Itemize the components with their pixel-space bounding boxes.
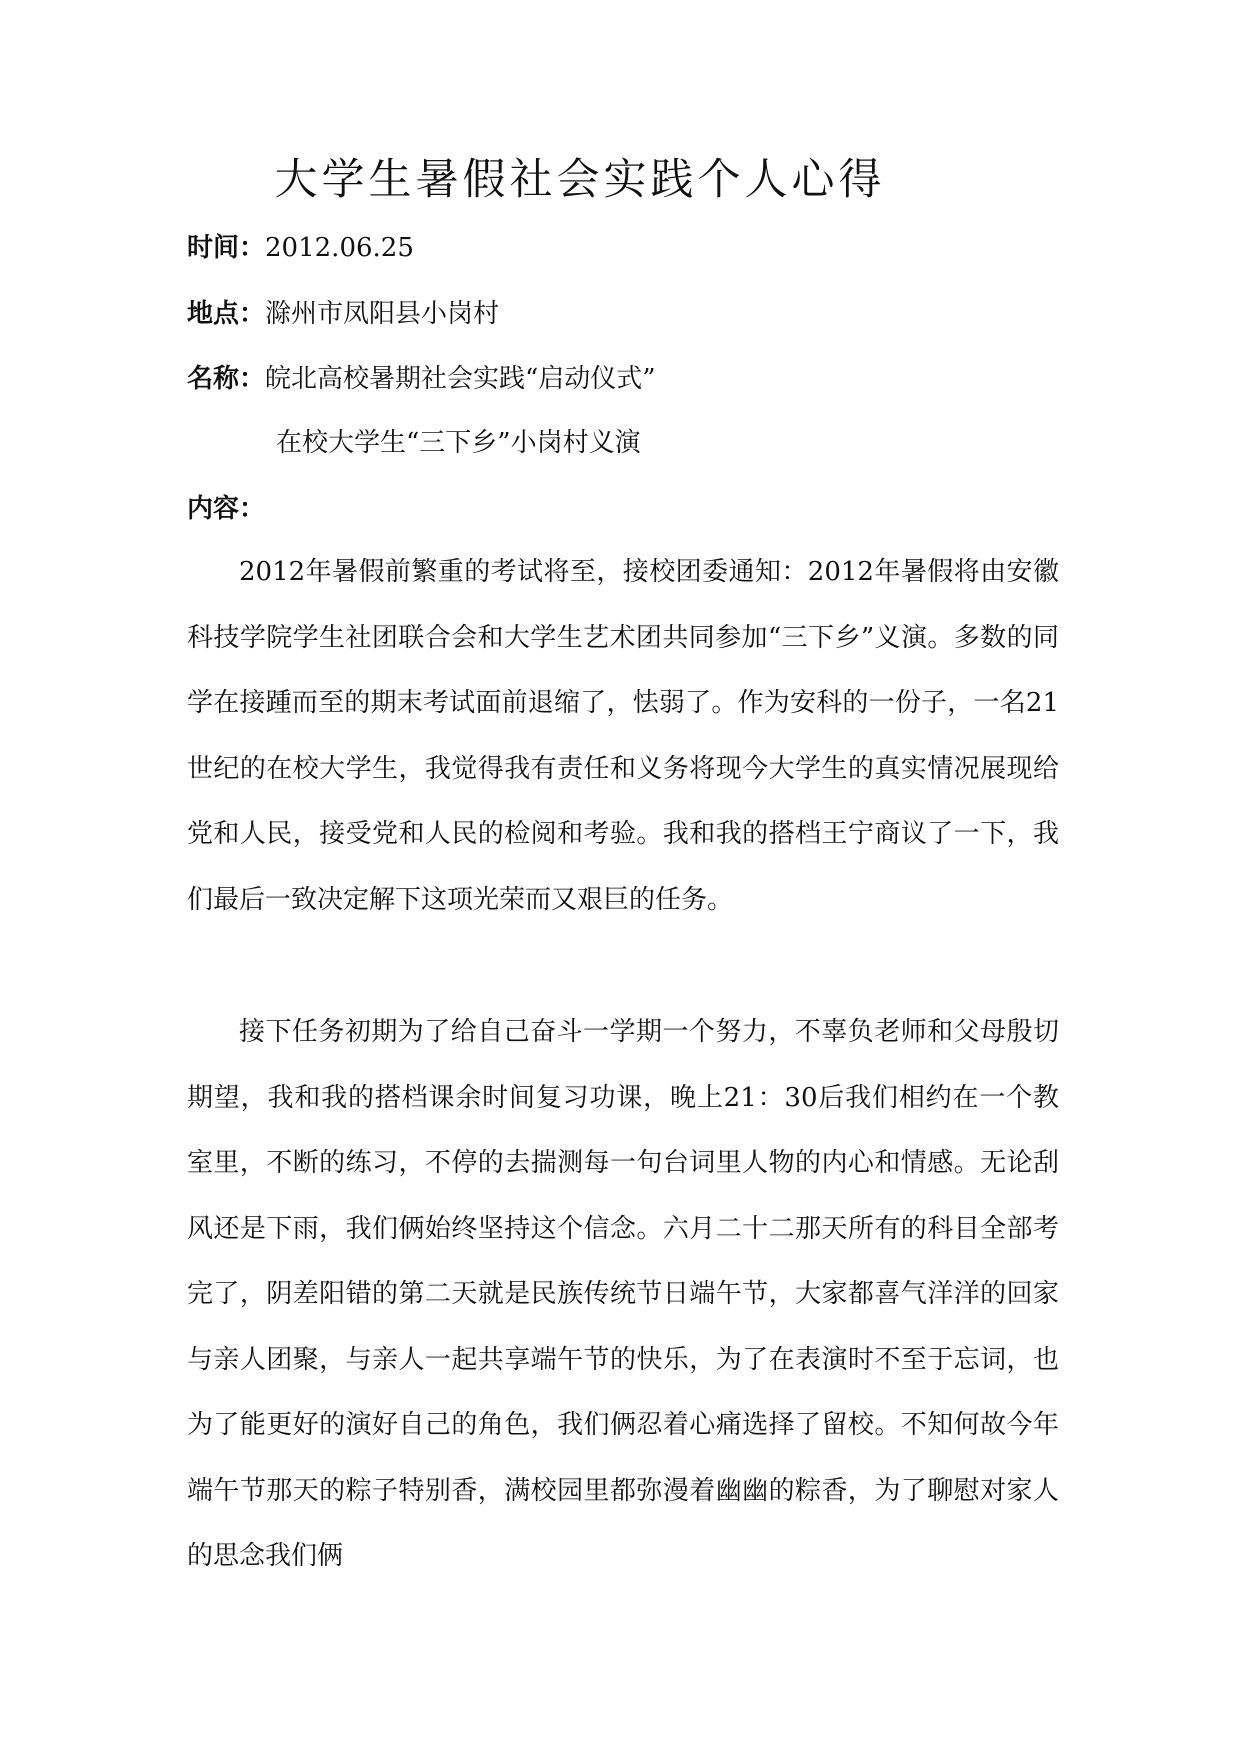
content-label: 内容：	[187, 494, 266, 524]
time-label: 时间：	[187, 233, 266, 263]
place-value: 滁州市凤阳县小岗村	[265, 299, 500, 329]
paragraph: 接下任务初期为了给自己奋斗一学期一个努力，不辜负老师和父母殷切期望，我和我的搭档课余时间复习功课，晚上21：30后我们相约在一个教室里，不断的练习，不停的去揣测每一句台词里人物的内心和情感。无论刮风还是下雨，我们俩始终坚持这个信念。六月二十二那天所有的科目全部考完了，阴差阳错的第二天就是民族传统节日端午节，大家都喜气洋洋的回家与亲人团聚，与亲人一起共享端午节的快乐，为了在表演时不至于忘词，也为了能更好的演好自己的角色，我们俩忍着心痛选择了留校。不知何故今年端午节那天的粽子特别香，满校园里都弥漫着幽幽的粽香，为了聊慰对家人的思念我们俩	[187, 1017, 1059, 1571]
name-label: 名称：	[187, 364, 266, 394]
name-value-1: 皖北高校暑期社会实践“启动仪式”	[265, 364, 656, 394]
time-value: 2012.06.25	[265, 233, 414, 263]
meta-name-row	[187, 361, 656, 397]
place-label: 地点：	[187, 299, 266, 329]
meta-time-row	[187, 230, 414, 266]
meta-content-row	[187, 491, 265, 527]
meta-place-row	[187, 296, 499, 332]
paragraph: 2012年暑假前繁重的考试将至，接校团委通知：2012年暑假将由安徽科技学院学生社团联合会和大学生艺术团共同参加“三下乡”义演。多数的同学在接踵而至的期末考试面前退缩了，怯弱了。作为安科的一份子，一名21世纪的在校大学生，我觉得我有责任和义务将现今大学生的真实情况展现给党和人民，接受党和人民的检阅和考验。我和我的搭档王宁商议了一下，我们最后一致决定解下这项光荣而又艰巨的任务。	[187, 557, 1059, 915]
document-title: 大学生暑假社会实践个人心得	[274, 155, 886, 205]
meta-name-row-2	[276, 425, 641, 461]
name-value-2: 在校大学生“三下乡”小岗村义演	[276, 428, 641, 458]
